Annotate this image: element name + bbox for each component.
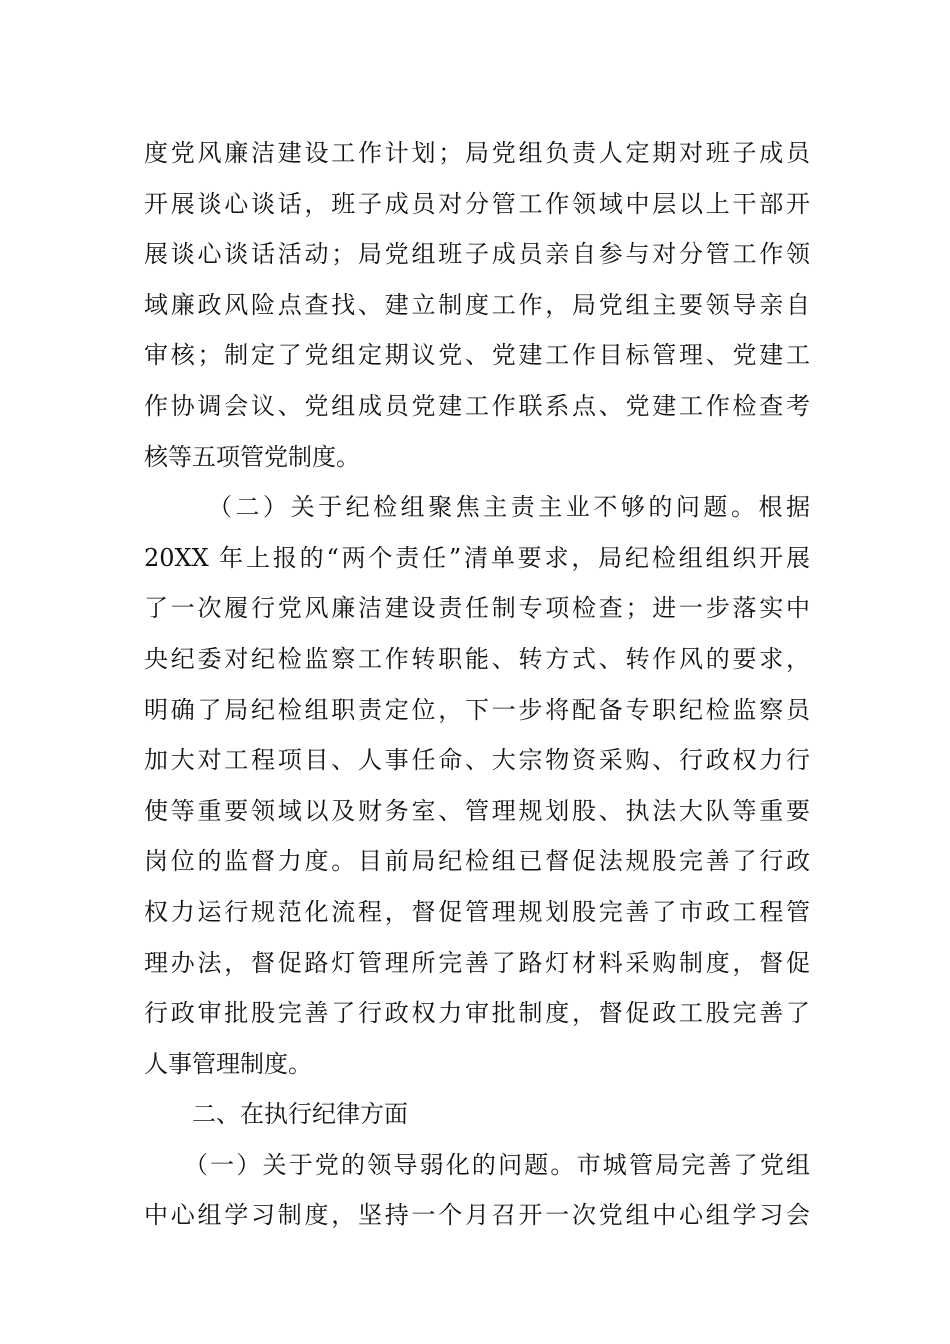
- document-body: [144, 128, 810, 1241]
- paragraph-line: 权力运行规范化流程，督促管理规划股完善了市政工程管: [144, 897, 810, 926]
- paragraph-line: 了一次履行党风廉洁建设责任制专项检查；进一步落实中: [144, 594, 810, 623]
- paragraph-line: 明确了局纪检组职责定位，下一步将配备专职纪检监察员: [144, 695, 810, 724]
- paragraph-line: 20XX 年上报的“两个责任”清单要求，局纪检组组织开展: [144, 543, 810, 572]
- paragraph-line: 人事管理制度。: [144, 1049, 312, 1078]
- section-heading: 二、在执行纪律方面: [192, 1100, 408, 1129]
- paragraph-line: 作协调会议、党组成员党建工作联系点、党建工作检查考: [144, 391, 810, 420]
- paragraph-line: 核等五项管党制度。: [144, 442, 360, 471]
- paragraph-line: 中心组学习制度，坚持一个月召开一次党组中心组学习会: [144, 1201, 810, 1230]
- paragraph-line: 域廉政风险点查找、建立制度工作，局党组主要领导亲自: [144, 290, 810, 319]
- paragraph-line: 岗位的监督力度。目前局纪检组已督促法规股完善了行政: [144, 847, 810, 876]
- paragraph-line: （二）关于纪检组聚焦主责主业不够的问题。根据: [208, 493, 810, 522]
- paragraph-line: 度党风廉洁建设工作计划；局党组负责人定期对班子成员: [144, 139, 810, 167]
- paragraph-line: 加大对工程项目、人事任命、大宗物资采购、行政权力行: [144, 746, 810, 775]
- paragraph-line: 理办法，督促路灯管理所完善了路灯材料采购制度，督促: [144, 948, 810, 977]
- paragraph-line: 展谈心谈话活动；局党组班子成员亲自参与对分管工作领: [144, 240, 810, 269]
- paragraph-line: （一）关于党的领导弱化的问题。市城管局完善了党组: [184, 1150, 810, 1179]
- paragraph-line: 使等重要领域以及财务室、管理规划股、执法大队等重要: [144, 796, 810, 825]
- paragraph-line: 审核；制定了党组定期议党、党建工作目标管理、党建工: [144, 341, 810, 370]
- paragraph-line: 行政审批股完善了行政权力审批制度，督促政工股完善了: [144, 999, 810, 1028]
- paragraph-line: 央纪委对纪检监察工作转职能、转方式、转作风的要求，: [144, 644, 810, 673]
- paragraph-line: 开展谈心谈话，班子成员对分管工作领域中层以上干部开: [144, 189, 810, 218]
